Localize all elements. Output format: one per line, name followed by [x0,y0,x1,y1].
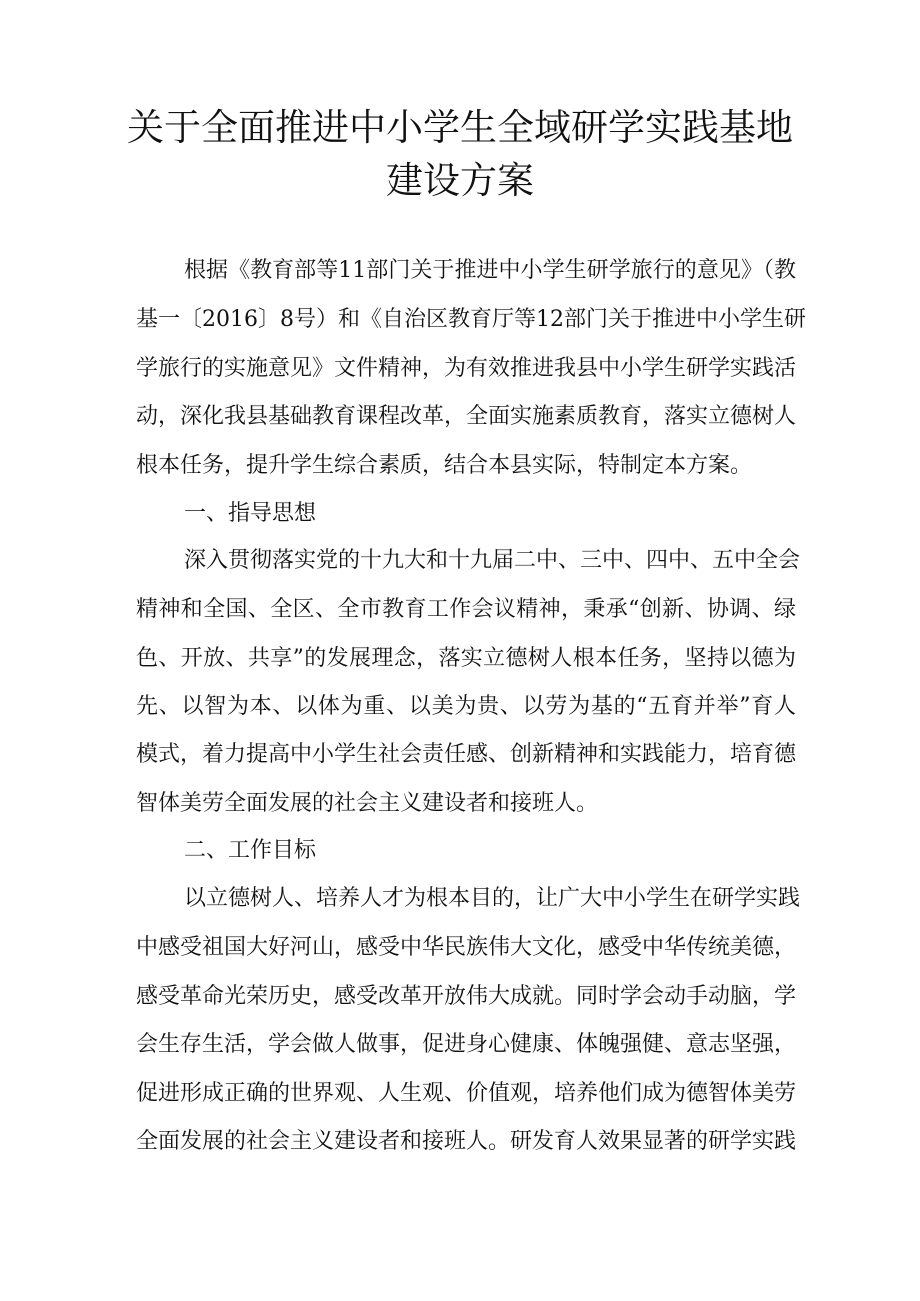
section-heading-work-goals: 二、工作目标 [184,838,317,863]
section2-line: 以立德树人、培养人才为根本目的，让广大中小学生在研学实践 [184,886,801,911]
section2-line: 感受革命光荣历史，感受改革开放伟大成就。同时学会动手动脑，学 [136,984,797,1009]
section1-line: 精神和全国、全区、全市教育工作会议精神，秉承“创新、协调、绿 [136,597,796,622]
section2-line: 会生存生活，学会做人做事，促进身心健康、体魄强健、意志坚强， [136,1032,797,1057]
document-title-line-2: 建设方案 [386,159,534,202]
intro-line: 动，深化我县基础教育课程改革，全面实施素质教育，落实立德树人 [136,404,797,429]
section1-line: 先、以智为本、以体为重、以美为贵、以劳为基的“五育并举”育人 [136,694,796,719]
section2-line: 中感受祖国大好河山，感受中华民族伟大文化，感受中华传统美德， [136,935,797,960]
intro-line: 学旅行的实施意见》文件精神，为有效推进我县中小学生研学实践活 [136,356,797,381]
section2-line: 全面发展的社会主义建设者和接班人。研发育人效果显著的研学实践 [136,1129,797,1154]
document-title-line-1: 关于全面推进中小学生全域研学实践基地 [127,106,793,149]
section1-line: 模式，着力提高中小学生社会责任感、创新精神和实践能力，培育德 [136,742,797,767]
section2-line: 促进形成正确的世界观、人生观、价值观，培养他们成为德智体美劳 [136,1081,797,1106]
section-heading-guiding-ideology: 一、指导思想 [184,501,317,526]
section1-line: 色、开放、共享”的发展理念，落实立德树人根本任务，坚持以德为 [136,646,796,671]
intro-line: 根本任务，提升学生综合素质，结合本县实际，特制定本方案。 [136,453,753,478]
intro-line: 根据《教育部等11部门关于推进中小学生研学旅行的意见》（教 [184,258,796,283]
intro-line: 基一〔2016〕8号）和《自治区教育厅等12部门关于推进中小学生研 [136,307,806,332]
section1-line: 深入贯彻落实党的十九大和十九届二中、三中、四中、五中全会 [184,548,801,573]
section1-line: 智体美劳全面发展的社会主义建设者和接班人。 [136,791,599,816]
